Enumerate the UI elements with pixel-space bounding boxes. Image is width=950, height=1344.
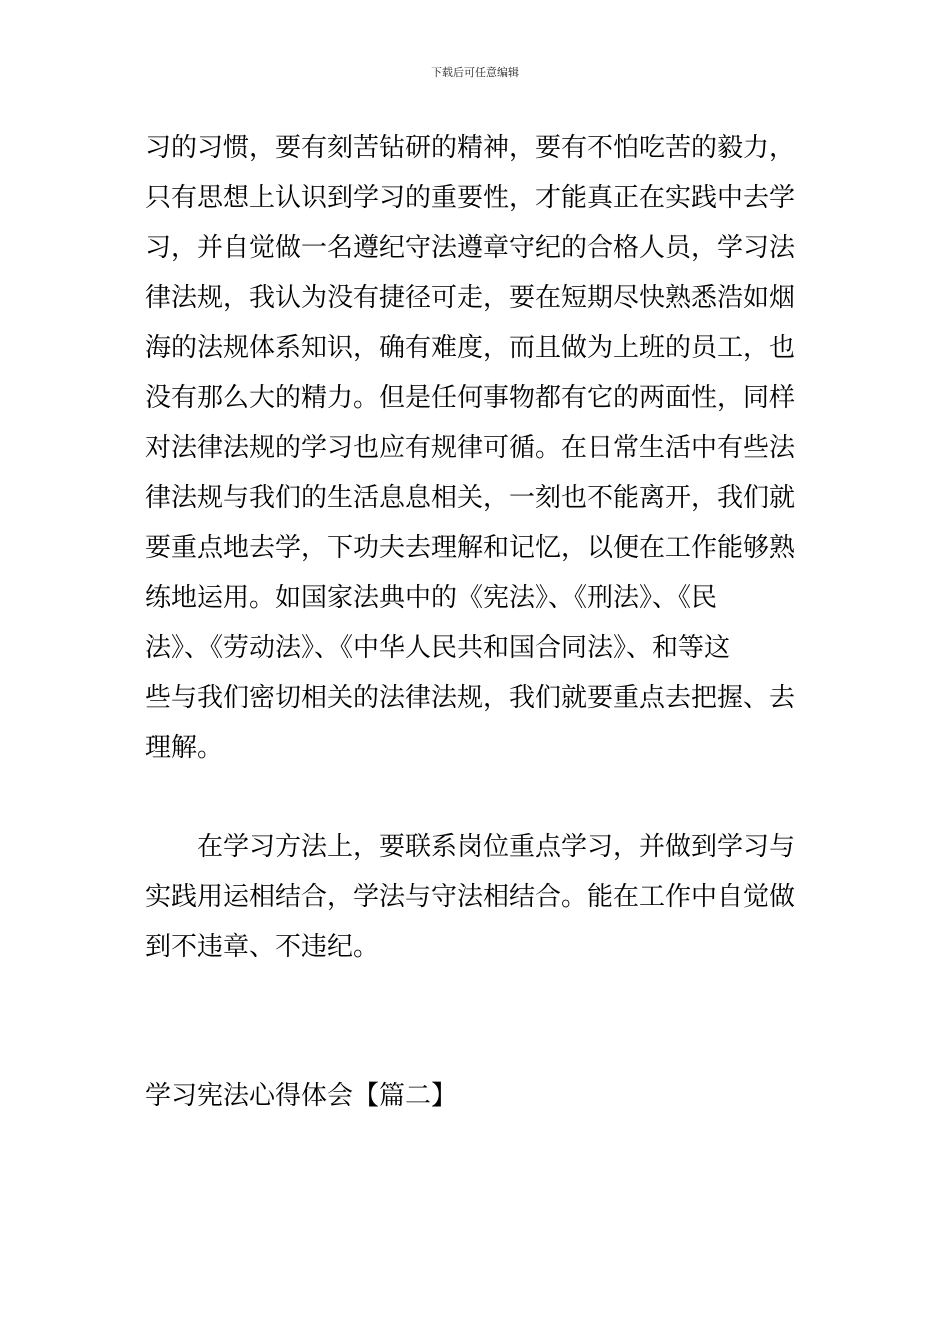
paragraph-line: 习的习惯，要有刻苦钻研的精神，要有不怕吃苦的毅力， xyxy=(145,133,796,163)
paragraph-line: 法》、《劳动法》、《中华人民共和国合同法》、和等这 xyxy=(145,633,731,663)
paragraph-line: 只有思想上认识到学习的重要性，才能真正在实践中去学 xyxy=(145,183,796,213)
paragraph-line: 理解。 xyxy=(145,733,224,763)
header-note: 下载后可任意编辑 xyxy=(431,66,519,79)
paragraph-line: 到不违章、不违纪。 xyxy=(145,932,380,962)
paragraph-line: 些与我们密切相关的法律法规，我们就要重点去把握、去 xyxy=(145,683,796,713)
paragraph-line: 在学习方法上，要联系岗位重点学习，并做到学习与 xyxy=(197,832,796,862)
paragraph-line: 海的法规体系知识，确有难度，而且做为上班的员工，也 xyxy=(145,333,796,363)
section-title: 学习宪法心得体会【篇二】 xyxy=(145,1081,458,1111)
paragraph-line: 习，并自觉做一名遵纪守法遵章守纪的合格人员，学习法 xyxy=(145,233,796,263)
paragraph-line: 对法律法规的学习也应有规律可循。在日常生活中有些法 xyxy=(145,433,796,463)
paragraph-line: 没有那么大的精力。但是任何事物都有它的两面性，同样 xyxy=(145,383,796,413)
paragraph-line: 练地运用。如国家法典中的《宪法》、《刑法》、《民 xyxy=(145,583,718,613)
paragraph-line: 实践用运相结合，学法与守法相结合。能在工作中自觉做 xyxy=(145,882,796,912)
paragraph-line: 律法规，我认为没有捷径可走，要在短期尽快熟悉浩如烟 xyxy=(145,283,796,313)
paragraph-line: 要重点地去学，下功夫去理解和记忆，以便在工作能够熟 xyxy=(145,533,796,563)
paragraph-line: 律法规与我们的生活息息相关，一刻也不能离开，我们就 xyxy=(145,483,796,513)
